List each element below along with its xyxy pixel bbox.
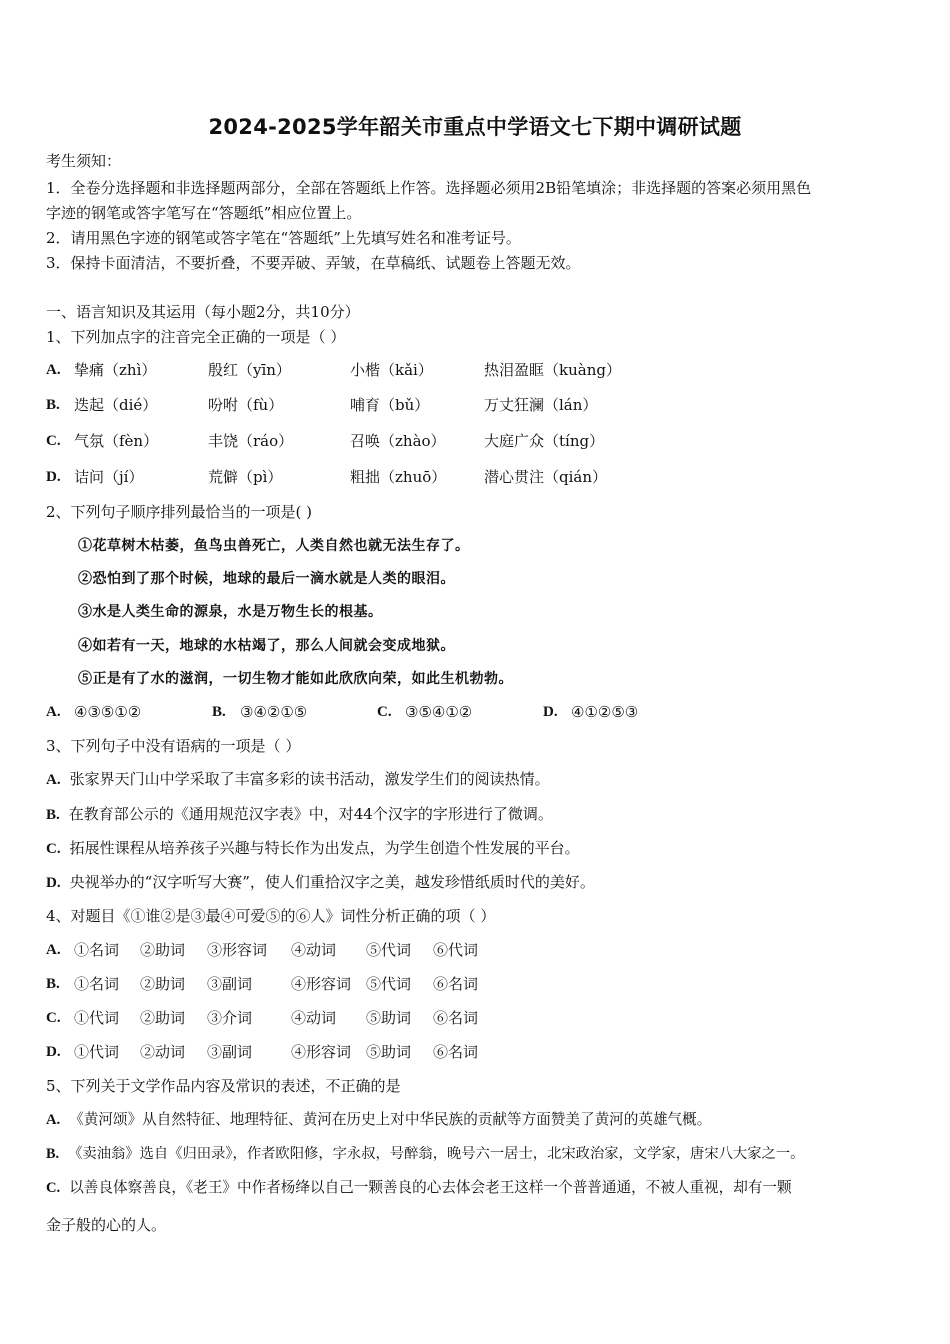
option-label: B. (46, 807, 60, 823)
option-item: ③副词 (207, 975, 253, 993)
question-5-stem: 5、下列关于文学作品内容及常识的表述，不正确的是 (46, 1077, 401, 1095)
q3-option-c (46, 838, 580, 859)
q3-option-a (46, 769, 550, 790)
option-text: 《卖油翁》选自《归田录》，作者欧阳修，字永叔，号醉翁，晚号六一居士，北宋政治家，文学家，唐宋八大家之一。 (68, 1146, 805, 1162)
q2-sentence: ⑤正是有了水的滋润，一切生物才能如此欣欣向荣，如此生机勃勃。 (78, 671, 513, 687)
option-text: 张家界天门山中学采取了丰富多彩的读书活动，激发学生们的阅读热情。 (69, 770, 550, 788)
option-label: D. (46, 469, 61, 485)
q5-option-b (46, 1144, 804, 1164)
option-item: 丰饶（ráo） (208, 432, 294, 450)
question-3-stem: 3、下列句子中没有语病的一项是（ ） (46, 737, 301, 755)
option-text: ③④②①⑤ (240, 703, 308, 721)
option-item: 热泪盈眶（kuàng） (484, 361, 621, 379)
q5-option-a (46, 1110, 711, 1130)
option-label: A. (46, 942, 61, 958)
option-item: ④动词 (291, 941, 337, 959)
option-label: C. (46, 841, 61, 857)
option-label: C. (377, 704, 392, 720)
option-label: B. (212, 704, 226, 720)
notice-heading: 考生须知： (46, 152, 122, 170)
question-2-stem: 2、下列句子顺序排列最恰当的一项是( ) (46, 503, 313, 521)
option-item: 召唤（zhào） (350, 432, 446, 450)
option-label: A. (46, 362, 61, 378)
option-item: ⑤代词 (366, 941, 412, 959)
option-item: 小楷（kǎi） (350, 361, 433, 379)
option-label: A. (46, 1112, 61, 1128)
option-item: ②动词 (140, 1043, 186, 1061)
option-item: ③副词 (207, 1043, 253, 1061)
option-text: ④①②⑤③ (571, 703, 639, 721)
page-title: 2024-2025学年韶关市重点中学语文七下期中调研试题 (208, 115, 742, 139)
option-item: ⑤助词 (366, 1009, 412, 1027)
option-item: 哺育（bǔ） (350, 396, 430, 414)
option-item: ①名词 (74, 941, 120, 959)
option-text: 以善良体察善良，《老王》中作者杨绛以自己一颗善良的心去体会老王这样一个普普通通，不被人重视，却有一颗 (69, 1179, 792, 1196)
notice-item-2: 2．请用黑色字迹的钢笔或答字笔在“答题纸”上先填写姓名和准考证号。 (46, 229, 521, 247)
option-item: ①代词 (74, 1043, 120, 1061)
option-item: ④形容词 (291, 975, 352, 993)
option-item: ②助词 (140, 1009, 186, 1027)
option-item: ⑤助词 (366, 1043, 412, 1061)
option-item: ①代词 (74, 1009, 120, 1027)
option-item: ③形容词 (207, 941, 268, 959)
option-item: ①名词 (74, 975, 120, 993)
option-label: D. (46, 875, 61, 891)
option-item: 潜心贯注（qián） (484, 468, 608, 486)
option-label: B. (46, 1146, 60, 1162)
option-item: ②助词 (140, 941, 186, 959)
option-item: 粗拙（zhuō） (350, 468, 447, 486)
q5-option-c-cont: 金子般的心的人。 (46, 1216, 167, 1234)
option-item: ⑤代词 (366, 975, 412, 993)
question-4-stem: 4、对题目《①谁②是③最④可爱⑤的⑥人》词性分析正确的项（ ） (46, 907, 496, 925)
option-label: D. (46, 1044, 61, 1060)
q2-sentence: ④如若有一天，地球的水枯竭了，那么人间就会变成地狱。 (78, 638, 455, 654)
option-label: A. (46, 704, 61, 720)
option-item: 挚痛（zhì） (74, 361, 157, 379)
option-item: 殷红（yīn） (208, 361, 291, 379)
option-item: 大庭广众（tíng） (484, 432, 605, 450)
q3-option-d (46, 872, 595, 893)
q2-sentence: ②恐怕到了那个时候，地球的最后一滴水就是人类的眼泪。 (78, 571, 455, 587)
option-item: ③介词 (207, 1009, 253, 1027)
option-item: 万丈狂澜（lán） (484, 396, 598, 414)
option-text: ③⑤④①② (405, 703, 473, 721)
q3-option-b (46, 804, 553, 825)
option-label: C. (46, 1180, 61, 1196)
option-item: ⑥名词 (433, 975, 479, 993)
option-label: C. (46, 433, 61, 449)
q5-option-c (46, 1178, 792, 1198)
option-label: B. (46, 976, 60, 992)
notice-item-1: 1．全卷分选择题和非选择题两部分，全部在答题纸上作答。选择题必须用2B铅笔填涂；非选择题的答案必须用黑色 (46, 179, 812, 197)
q2-sentence: ③水是人类生命的源泉，水是万物生长的根基。 (78, 604, 383, 620)
option-item: 吩咐（fù） (208, 396, 284, 414)
option-item: ⑥代词 (433, 941, 479, 959)
option-text: 在教育部公示的《通用规范汉字表》中，对44个汉字的字形进行了微调。 (68, 805, 553, 823)
q2-sentence: ①花草树木枯萎，鱼鸟虫兽死亡，人类自然也就无法生存了。 (78, 538, 470, 554)
option-label: C. (46, 1010, 61, 1026)
option-item: ④形容词 (291, 1043, 352, 1061)
question-1-stem: 1、下列加点字的注音完全正确的一项是（ ） (46, 328, 346, 346)
option-text: 《黄河颂》从自然特征、地理特征、黄河在历史上对中华民族的贡献等方面赞美了黄河的英雄气概。 (69, 1111, 712, 1128)
option-label: D. (543, 704, 558, 720)
option-text: 拓展性课程从培养孩子兴趣与特长作为出发点，为学生创造个性发展的平台。 (69, 839, 580, 857)
option-item: ⑥名词 (433, 1009, 479, 1027)
option-item: ④动词 (291, 1009, 337, 1027)
option-item: 荒僻（pì） (208, 468, 283, 486)
notice-item-3: 3．保持卡面清洁，不要折叠，不要弄破、弄皱，在草稿纸、试题卷上答题无效。 (46, 254, 581, 272)
option-label: A. (46, 772, 61, 788)
option-text: 央视举办的“汉字听写大赛”，使人们重拾汉字之美，越发珍惜纸质时代的美好。 (69, 873, 595, 891)
option-item: ②助词 (140, 975, 186, 993)
option-text: ④③⑤①② (74, 703, 142, 721)
notice-item-1-cont: 字迹的钢笔或答字笔写在“答题纸”相应位置上。 (46, 204, 362, 222)
option-item: ⑥名词 (433, 1043, 479, 1061)
option-item: 诘问（jí） (74, 468, 144, 486)
option-label: B. (46, 397, 60, 413)
section-heading: 一、语言知识及其运用（每小题2分，共10分） (46, 303, 360, 321)
option-item: 迭起（dié） (74, 396, 158, 414)
option-item: 气氛（fèn） (74, 432, 159, 450)
